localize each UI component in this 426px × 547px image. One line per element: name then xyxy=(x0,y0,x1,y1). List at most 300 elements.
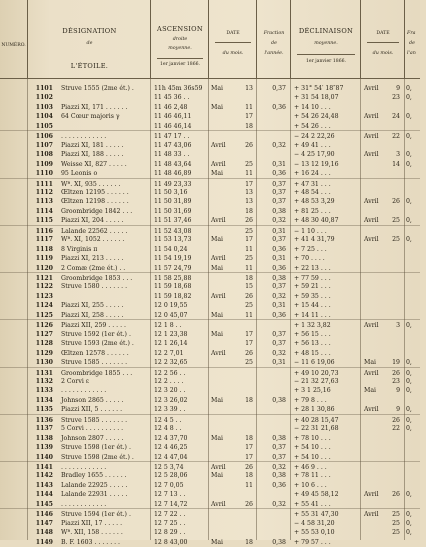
declination: + 14 10 . . . xyxy=(294,103,331,111)
date-day: 11 xyxy=(245,264,253,272)
right-ascension: 12 7 0,05 xyxy=(154,481,184,489)
declination: + 48 53 3,29 xyxy=(294,198,335,206)
row-number: 1112 xyxy=(35,188,53,196)
star-designation: Piazzi XI, 171 . . . . . . xyxy=(61,103,128,111)
row-number: 1106 xyxy=(35,133,53,141)
star-designation: Œltzen 12578 . . . . . . xyxy=(61,349,129,357)
date-day: 17 xyxy=(245,180,253,188)
right-ascension: 12 7 14,72 xyxy=(154,500,188,508)
year-fraction: 0,38 xyxy=(272,275,286,282)
header-ascension-l3: moyenne. xyxy=(168,46,192,51)
date-day: 11 xyxy=(245,170,253,178)
row-number: 1136 xyxy=(35,416,53,424)
decl-year-fraction: 0, xyxy=(406,217,412,225)
decl-year-fraction: 0, xyxy=(406,529,412,537)
row-number: 1126 xyxy=(35,322,53,330)
right-ascension: 12 1 26,14 xyxy=(154,340,188,348)
row-number: 1146 xyxy=(35,511,53,519)
row-number: 1137 xyxy=(35,425,53,433)
right-ascension: 12 0 45,07 xyxy=(154,311,188,319)
row-number: 1115 xyxy=(35,217,53,225)
row-number: 1118 xyxy=(35,245,53,253)
year-fraction: 0,37 xyxy=(272,330,286,338)
star-designation: . . . . . . . . . . . . xyxy=(61,500,107,508)
year-fraction: 0,37 xyxy=(272,283,286,291)
star-designation: 2 Corvi ε xyxy=(61,377,89,385)
date-day: 13 xyxy=(245,85,253,92)
declination: − 4 58 31,20 xyxy=(294,519,335,527)
declination: − 4 25 17,90 xyxy=(294,151,335,159)
declination: + 49 45 58,12 xyxy=(294,491,339,499)
star-designation: 8 Virginis π xyxy=(61,245,98,253)
row-number: 1142 xyxy=(35,472,53,480)
year-fraction: 0,36 xyxy=(272,245,286,253)
right-ascension: 12 4 37,70 xyxy=(154,434,188,442)
declination: + 59 21 . . . xyxy=(294,283,331,291)
decl-date-month: Avril xyxy=(364,133,379,141)
date-day: 25 xyxy=(245,359,253,367)
row-number: 1116 xyxy=(35,227,53,235)
decl-year-fraction: 0, xyxy=(406,236,412,244)
row-number: 1135 xyxy=(35,406,53,414)
star-designation: Piazzi XI, 255 . . . . . xyxy=(61,302,124,310)
right-ascension: 11 48 33 . . xyxy=(154,151,190,159)
declination: + 46 9 . . . xyxy=(294,464,327,471)
decl-year-fraction: 0, xyxy=(406,491,412,499)
date-month: Avril xyxy=(211,141,226,149)
year-fraction: 0,36 xyxy=(272,311,286,319)
declination: + 16 24 . . . xyxy=(294,170,331,178)
star-designation: Struve 1593 (2me ét.) . xyxy=(61,340,134,348)
row-number: 1110 xyxy=(35,170,53,178)
decl-date-day: 25 xyxy=(392,511,400,519)
declination: + 10 6 . . . xyxy=(294,481,327,489)
year-fraction: 0,38 xyxy=(272,434,286,442)
decl-date-day: 25 xyxy=(392,519,400,527)
date-day: 15 xyxy=(245,283,253,291)
row-number: 1144 xyxy=(35,491,53,499)
declination: − 24 2 22,26 xyxy=(294,133,335,141)
year-fraction: 0,32 xyxy=(272,349,286,357)
declination: − 22 31 21,68 xyxy=(294,425,339,433)
decl-year-fraction: 0, xyxy=(406,322,412,330)
row-number: 1139 xyxy=(35,444,53,452)
decl-date-month: Avril xyxy=(364,85,379,92)
declination: + 49 41 . . . xyxy=(294,141,331,149)
right-ascension: 12 2 32,65 xyxy=(154,359,188,367)
row-number: 1109 xyxy=(35,160,53,168)
right-ascension: 11 46 46,11 xyxy=(154,113,192,121)
star-designation: Struve 1555 (2me ét.) . xyxy=(61,85,134,92)
date-month: Mai xyxy=(211,472,224,480)
star-designation: . . . . . . . . . . . . xyxy=(61,387,107,395)
year-fraction: 0,36 xyxy=(272,103,286,111)
year-fraction: 0,38 xyxy=(272,538,286,546)
header-declinaison-l3: 1er janvier 1866. xyxy=(305,59,346,64)
decl-date-month: Avril xyxy=(364,406,379,414)
year-fraction: 0,37 xyxy=(272,236,286,244)
decl-date-month: Avril xyxy=(364,217,379,225)
date-day: 18 xyxy=(245,538,253,546)
row-number: 1105 xyxy=(35,122,53,130)
star-designation: Struve 1585 . . . . . . . xyxy=(61,359,128,367)
declination: + 48 54 . . . xyxy=(294,188,331,196)
declination: + 78 11 . . . xyxy=(294,472,331,480)
star-designation: Struve 1598 (1er ét.) . xyxy=(61,444,131,452)
header-fraction1-l2: de xyxy=(271,41,277,46)
star-designation: Wᴮ. XII, 158 . . . . . . xyxy=(61,529,123,537)
right-ascension: 11 59 18,82 xyxy=(154,292,192,300)
declination: + 31° 54′ 18″87 xyxy=(294,85,344,92)
right-ascension: 11 57 24,79 xyxy=(154,264,192,272)
row-number: 1103 xyxy=(35,103,53,111)
right-ascension: 11 47 17 . . xyxy=(154,133,190,141)
date-month: Mai xyxy=(211,85,224,92)
header-designation-de: de xyxy=(86,41,93,46)
header-declinaison-rule xyxy=(297,54,355,55)
date-day: 11 xyxy=(245,311,253,319)
declination: + 3 1 25,16 xyxy=(294,387,331,395)
year-fraction: 0,37 xyxy=(272,85,286,92)
year-fraction: 0,31 xyxy=(272,227,286,235)
row-number: 1145 xyxy=(35,500,53,508)
right-ascension: 11 54 19,19 xyxy=(154,255,192,263)
right-ascension: 11 48 43,64 xyxy=(154,160,192,168)
declination: + 59 35 . . . xyxy=(294,292,331,300)
date-month: Mai xyxy=(211,103,224,111)
declination: − 21 32 27,63 xyxy=(294,377,339,385)
decl-date-month: Avril xyxy=(364,511,379,519)
date-day: 26 xyxy=(245,217,253,225)
date-day: 26 xyxy=(245,500,253,508)
right-ascension: 12 5 3,74 xyxy=(154,464,184,471)
star-designation: Piazzi XII, 259 . . . . . xyxy=(61,322,127,330)
decl-year-fraction: 0, xyxy=(406,94,412,102)
decl-year-fraction: 0, xyxy=(406,113,412,121)
decl-date-day: 25 xyxy=(392,217,400,225)
declination: + 40 28 15,47 xyxy=(294,416,339,424)
decl-date-day: 26 xyxy=(392,416,400,424)
row-number: 1129 xyxy=(35,349,53,357)
star-designation: Lalande 22925 . . . . . xyxy=(61,481,128,489)
decl-date-day: 9 xyxy=(396,85,400,92)
decl-year-fraction: 0, xyxy=(406,377,412,385)
year-fraction: 0,38 xyxy=(272,396,286,404)
decl-date-month: Avril xyxy=(364,198,379,206)
year-fraction: 0,32 xyxy=(272,141,286,149)
year-fraction: 0,37 xyxy=(272,198,286,206)
star-designation: 2 Comæ (2me ét.) . . xyxy=(61,264,126,272)
declination: + 1 32 3,82 xyxy=(294,322,331,330)
right-ascension: 12 4 8 . . xyxy=(154,425,182,433)
right-ascension: 12 7 22 . . xyxy=(154,511,186,519)
star-designation: Struve 1592 (1er ét.) . xyxy=(61,330,131,338)
date-day: 13 xyxy=(245,188,253,196)
header-declinaison xyxy=(290,0,361,78)
decl-date-day: 3 xyxy=(396,322,400,330)
right-ascension: 11 53 13,73 xyxy=(154,236,192,244)
date-day: 11 xyxy=(245,103,253,111)
header-designation-etoile: L'ÉTOILE. xyxy=(70,62,109,70)
decl-date-day: 22 xyxy=(392,425,400,433)
table-body xyxy=(0,79,420,546)
decl-date-day: 14 xyxy=(392,160,400,168)
year-fraction: 0,32 xyxy=(272,217,286,225)
decl-date-day: 9 xyxy=(396,406,400,414)
star-designation: Lalande 22931 . . . . . xyxy=(61,491,128,499)
row-number: 1119 xyxy=(35,255,53,263)
date-day: 25 xyxy=(245,227,253,235)
date-day: 18 xyxy=(245,207,253,215)
header-ascension xyxy=(150,0,209,78)
decl-date-month: Avril xyxy=(364,236,379,244)
decl-date-day: 23 xyxy=(392,94,400,102)
decl-date-day: 3 xyxy=(396,151,400,159)
date-day: 26 xyxy=(245,349,253,357)
declination: + 55 53 0,10 xyxy=(294,529,335,537)
declination: + 54 10 . . . xyxy=(294,453,331,461)
year-fraction: 0,31 xyxy=(272,359,286,367)
right-ascension: 12 7 25 . . xyxy=(154,519,186,527)
decl-date-month: Avril xyxy=(364,369,379,377)
declination: + 48 30 40,87 xyxy=(294,217,339,225)
row-number: 1130 xyxy=(35,359,53,367)
date-month: Avril xyxy=(211,255,226,263)
right-ascension: 12 4 47,04 xyxy=(154,453,188,461)
year-fraction: 0,37 xyxy=(272,444,286,452)
header-declinaison-l2: moyenne. xyxy=(314,41,338,46)
row-number: 1127 xyxy=(35,330,53,338)
year-fraction: 0,36 xyxy=(272,170,286,178)
star-designation: Piazzi XI, 181 . . . . . xyxy=(61,141,124,149)
right-ascension: 11 51 37,46 xyxy=(154,217,192,225)
star-designation: Groombridge 1842 . . . xyxy=(61,207,133,215)
date-month: Mai xyxy=(211,330,224,338)
date-day: 13 xyxy=(245,198,253,206)
right-ascension: 12 8 43,00 xyxy=(154,538,188,546)
row-number: 1132 xyxy=(35,377,53,385)
declination: + 54 26 24,48 xyxy=(294,113,339,121)
year-fraction: 0,38 xyxy=(272,472,286,480)
right-ascension: 11 46 2,48 xyxy=(154,103,188,111)
year-fraction: 0,37 xyxy=(272,188,286,196)
right-ascension: 11 46 46,14 xyxy=(154,122,192,130)
right-ascension: 11 48 46,89 xyxy=(154,170,192,178)
year-fraction: 0,31 xyxy=(272,160,286,168)
star-designation: Struve 1594 (1er ét.) . xyxy=(61,511,131,519)
header-date2 xyxy=(360,0,405,78)
date-day: 18 xyxy=(245,472,253,480)
row-number: 1117 xyxy=(35,236,53,244)
row-number: 1104 xyxy=(35,113,53,121)
declination: + 55 31 47,30 xyxy=(294,511,339,519)
declination: + 79 8 . . . xyxy=(294,396,327,404)
declination: + 54 10 . . . xyxy=(294,444,331,452)
date-day: 11 xyxy=(245,481,253,489)
date-day: 18 xyxy=(245,434,253,442)
decl-date-month: Mai xyxy=(364,387,377,395)
right-ascension: 12 1 8 . . xyxy=(154,322,182,330)
star-designation: . . . . . . . . . . . . xyxy=(61,133,107,141)
header-date1-l2: du mois. xyxy=(222,51,244,56)
year-fraction: 0,37 xyxy=(272,453,286,461)
decl-year-fraction: 0, xyxy=(406,85,412,92)
declination: + 28 1 30,86 xyxy=(294,406,335,414)
year-fraction: 0,37 xyxy=(272,340,286,348)
date-day: 25 xyxy=(245,160,253,168)
header-declinaison-label: DÉCLINAISON xyxy=(298,27,354,35)
table-row xyxy=(0,537,420,547)
right-ascension: 11 49 23,33 xyxy=(154,180,192,188)
declination: + 79 57 . . . xyxy=(294,538,331,546)
decl-year-fraction: 0, xyxy=(406,160,412,168)
row-number: 1120 xyxy=(35,264,53,272)
decl-year-fraction: 0, xyxy=(406,133,412,141)
right-ascension: 11h 45m 36s59 xyxy=(154,85,203,92)
star-designation: Piazzi XI, 213 . . . . . xyxy=(61,255,124,263)
date-month: Mai xyxy=(211,311,224,319)
date-month: Mai xyxy=(211,396,224,404)
row-number: 1108 xyxy=(35,151,53,159)
date-day: 25 xyxy=(245,302,253,310)
right-ascension: 11 52 43,08 xyxy=(154,227,192,235)
date-month: Avril xyxy=(211,349,226,357)
decl-year-fraction: 0, xyxy=(406,151,412,159)
declination: + 14 11 . . . xyxy=(294,311,331,319)
declination: + 77 59 . . . xyxy=(294,275,331,282)
date-day: 17 xyxy=(245,330,253,338)
year-fraction: 0,37 xyxy=(272,180,286,188)
decl-date-day: 25 xyxy=(392,529,400,537)
header-date1-label: DATE xyxy=(226,31,240,36)
declination: + 81 25 . . . xyxy=(294,207,331,215)
decl-year-fraction: 0, xyxy=(406,359,412,367)
declination: + 56 15 . . . xyxy=(294,330,331,338)
star-designation: Piazzi XI, 204 . . . . . xyxy=(61,217,124,225)
row-number: 1121 xyxy=(35,275,53,282)
date-day: 25 xyxy=(245,255,253,263)
star-designation: . . . . . . . . . . . . xyxy=(61,464,107,471)
date-month: Avril xyxy=(211,217,226,225)
row-number: 1113 xyxy=(35,198,53,206)
date-month: Avril xyxy=(211,160,226,168)
row-number: 1140 xyxy=(35,453,53,461)
star-designation: Struve 1585 . . . . . . . xyxy=(61,416,128,424)
date-day: 17 xyxy=(245,453,253,461)
star-designation: Piazzi XII, 17 . . . . . xyxy=(61,519,123,527)
star-designation: Weisse XI, 827 . . . . . xyxy=(61,160,127,168)
date-month: Avril xyxy=(211,500,226,508)
decl-date-day: 26 xyxy=(392,198,400,206)
year-fraction: 0,31 xyxy=(272,255,286,263)
date-day: 18 xyxy=(245,275,253,282)
star-designation: Struve 1580 . . . . . . . xyxy=(61,283,128,291)
decl-date-month: Avril xyxy=(364,491,379,499)
header-numero xyxy=(0,0,27,78)
date-month: Mai xyxy=(211,264,224,272)
table-header xyxy=(0,0,420,79)
decl-date-day: 26 xyxy=(392,369,400,377)
header-ascension-l4: 1er janvier 1866. xyxy=(159,62,200,67)
star-designation: Bradley 1655 . . . . . . xyxy=(61,472,127,480)
row-number: 1125 xyxy=(35,311,53,319)
right-ascension: 12 2 56 . . xyxy=(154,369,186,377)
date-day: 26 xyxy=(245,141,253,149)
date-day: 26 xyxy=(245,292,253,300)
decl-date-day: 24 xyxy=(392,113,400,121)
declination: + 15 44 . . . xyxy=(294,302,331,310)
date-day: 17 xyxy=(245,340,253,348)
row-number: 1133 xyxy=(35,387,53,395)
header-date2-l2: du mois. xyxy=(372,51,394,56)
row-number: 1102 xyxy=(35,94,53,102)
right-ascension: 11 54 0,24 xyxy=(154,245,188,253)
date-day: 18 xyxy=(245,396,253,404)
right-ascension: 12 0 19,55 xyxy=(154,302,188,310)
year-fraction: 0,32 xyxy=(272,464,286,471)
declination: − 1 10 . . . xyxy=(294,227,327,235)
declination: − 13 12 19,16 xyxy=(294,160,339,168)
right-ascension: 11 50 3,16 xyxy=(154,188,188,196)
right-ascension: 11 58 25,88 xyxy=(154,275,192,282)
star-designation: 95 Leonis o xyxy=(61,170,98,178)
year-fraction: 0,32 xyxy=(272,500,286,508)
declination: + 22 13 . . . xyxy=(294,264,331,272)
right-ascension: 12 3 26,02 xyxy=(154,396,188,404)
decl-year-fraction: 0, xyxy=(406,369,412,377)
header-date1 xyxy=(208,0,257,78)
header-fraction1 xyxy=(256,0,291,78)
decl-year-fraction: 0, xyxy=(406,425,412,433)
row-number: 1111 xyxy=(35,180,53,188)
year-fraction: 0,38 xyxy=(272,207,286,215)
date-day: 11 xyxy=(245,245,253,253)
row-number: 1143 xyxy=(35,481,53,489)
star-designation: Œltzen 12198 . . . . . . xyxy=(61,198,129,206)
decl-date-month: Avril xyxy=(364,151,379,159)
row-number: 1148 xyxy=(35,529,53,537)
decl-date-month: Avril xyxy=(364,322,379,330)
declination: + 7 25 . . . xyxy=(294,245,327,253)
star-designation: Piazzi XII, 5 . . . . . . xyxy=(61,406,123,414)
header-designation xyxy=(27,0,151,78)
star-designation: Œltzen 12195 . . . . . . xyxy=(61,188,129,196)
row-number: 1131 xyxy=(35,369,53,377)
right-ascension: 11 45 36 . . xyxy=(154,94,190,102)
header-date2-rule xyxy=(367,42,399,43)
date-day: 17 xyxy=(245,113,253,121)
decl-year-fraction: 0, xyxy=(406,416,412,424)
header-designation-label: DÉSIGNATION xyxy=(62,27,117,35)
right-ascension: 12 3 39 . . xyxy=(154,406,186,414)
date-day: 17 xyxy=(245,444,253,452)
decl-date-day: 9 xyxy=(396,387,400,395)
row-number: 1107 xyxy=(35,141,53,149)
star-designation: Wᴮ. XI, 1052 . . . . . . xyxy=(61,236,125,244)
row-number: 1141 xyxy=(35,464,53,471)
declination: + 55 41 . . . xyxy=(294,500,331,508)
star-designation: Lalande 22562 . . . . . xyxy=(61,227,128,235)
decl-date-day: 26 xyxy=(392,491,400,499)
right-ascension: 12 7 13 . . xyxy=(154,491,186,499)
decl-year-fraction: 0, xyxy=(406,387,412,395)
year-fraction: 0,32 xyxy=(272,292,286,300)
row-number: 1134 xyxy=(35,396,53,404)
star-designation: Johnson 2865 . . . . . xyxy=(61,396,124,404)
declination: + 78 10 . . . xyxy=(294,434,331,442)
header-date2-label: DATE xyxy=(376,31,390,36)
date-month: Avril xyxy=(211,464,226,471)
